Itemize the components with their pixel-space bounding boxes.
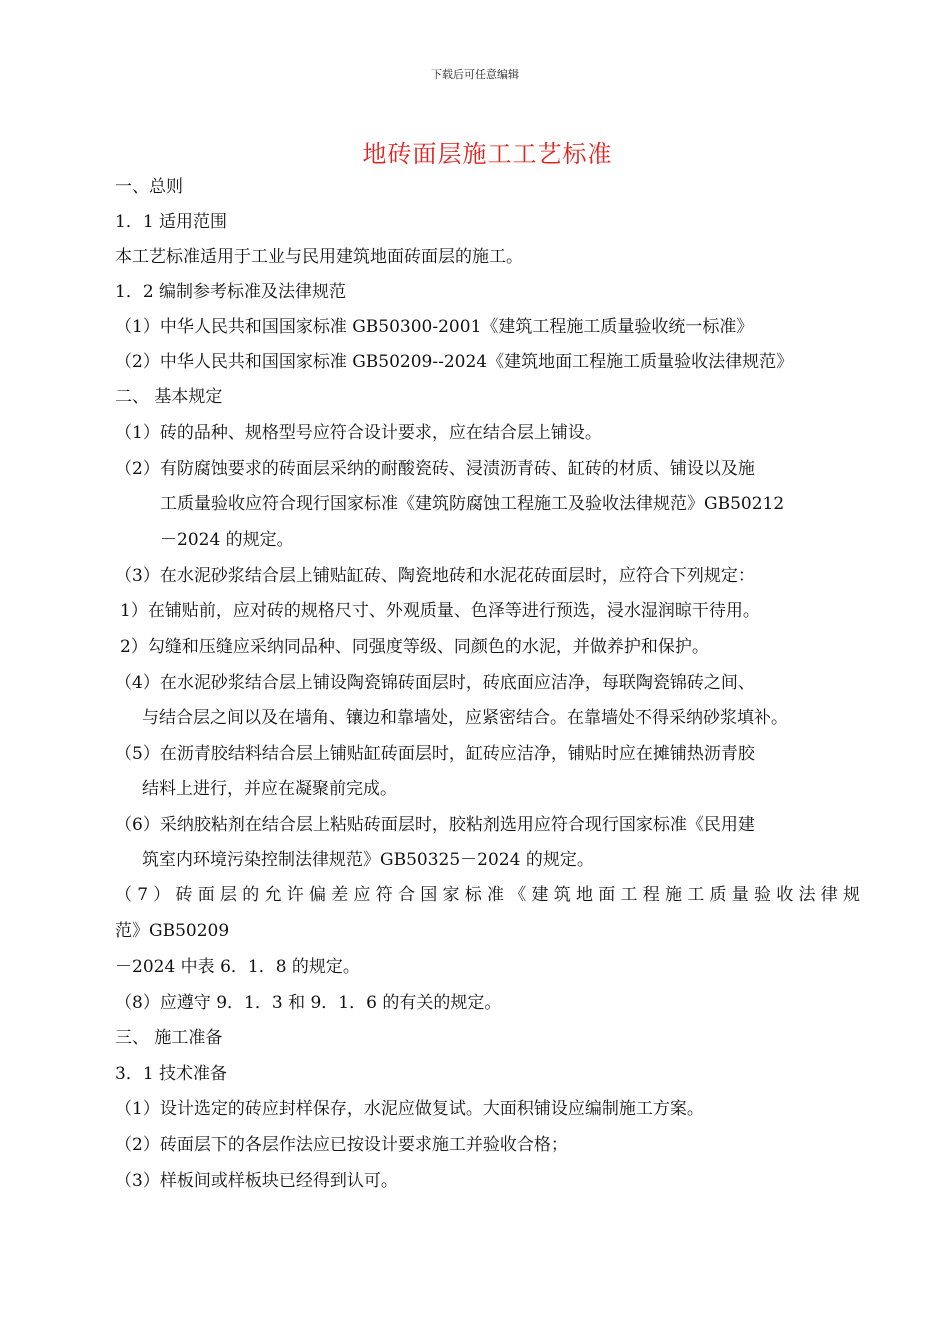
section-heading-1: 一、总则 (115, 177, 183, 197)
list-item-continuation: －2024 中表 6．1．8 的规定。 (115, 957, 360, 977)
subsection-heading: 3．1 技术准备 (115, 1064, 228, 1084)
list-item: （4）在水泥砂浆结合层上铺设陶瓷锦砖面层时，砖底面应洁净，每联陶瓷锦砖之间、 (115, 673, 755, 693)
document-title: 地砖面层施工工艺标准 (362, 140, 613, 168)
list-item: （6）采纳胶粘剂在结合层上粘贴砖面层时，胶粘剂选用应符合现行国家标准《民用建 (115, 815, 755, 835)
list-item: （1）设计选定的砖应封样保存，水泥应做复试。大面积铺设应编制施工方案。 (115, 1099, 704, 1119)
list-item: （3）样板间或样板块已经得到认可。 (115, 1171, 398, 1191)
subsection-heading: 1．2 编制参考标准及法律规范 (115, 282, 347, 302)
list-item: （3）在水泥砂浆结合层上铺贴缸砖、陶瓷地砖和水泥花砖面层时，应符合下列规定： (115, 566, 755, 586)
list-item-continuation: 结料上进行，并应在凝聚前完成。 (142, 779, 397, 799)
list-item-continuation: －2024 的规定。 (160, 530, 294, 550)
list-item: （2）砖面层下的各层作法应已按设计要求施工并验收合格； (115, 1135, 568, 1155)
section-heading-2: 二、 基本规定 (115, 387, 223, 407)
sub-list-item: 2）勾缝和压缝应采纳同品种、同强度等级、同颜色的水泥，并做养护和保护。 (120, 637, 709, 657)
list-item: （1）砖的品种、规格型号应符合设计要求，应在结合层上铺设。 (115, 423, 602, 443)
list-item-continuation: 范》GB50209 (115, 921, 230, 941)
section-heading-3: 三、 施工准备 (115, 1028, 223, 1048)
subsection-heading: 1．1 适用范围 (115, 212, 228, 232)
list-item-continuation: 筑室内环境污染控制法律规范》GB50325－2024 的规定。 (142, 850, 594, 870)
paragraph-line: 本工艺标准适用于工业与民用建筑地面砖面层的施工。 (115, 247, 523, 267)
list-item-continuation: 工质量验收应符合现行国家标准《建筑防腐蚀工程施工及验收法律规范》GB50212 (160, 494, 785, 514)
list-item: （8）应遵守 9．1．3 和 9．1．6 的有关的规定。 (115, 993, 502, 1013)
sub-list-item: 1）在铺贴前，应对砖的规格尺寸、外观质量、色泽等进行预选，浸水湿润晾干待用。 (120, 601, 760, 621)
list-item: （1）中华人民共和国国家标准 GB50300-2001《建筑工程施工质量验收统一标准》 (115, 317, 754, 337)
page-header: 下载后可任意编辑 (431, 68, 519, 81)
list-item: （7）砖面层的允许偏差应符合国家标准《建筑地面工程施工质量验收法律规 (115, 885, 860, 905)
list-item: （2）中华人民共和国国家标准 GB50209--2024《建筑地面工程施工质量验收法律规范》 (115, 352, 794, 372)
list-item-continuation: 与结合层之间以及在墙角、镶边和靠墙处，应紧密结合。在靠墙处不得采纳砂浆填补。 (142, 708, 788, 728)
list-item: （2）有防腐蚀要求的砖面层采纳的耐酸瓷砖、浸渍沥青砖、缸砖的材质、铺设以及施 (115, 459, 755, 479)
list-item: （5）在沥青胶结料结合层上铺贴缸砖面层时，缸砖应洁净，铺贴时应在摊铺热沥青胶 (115, 744, 755, 764)
